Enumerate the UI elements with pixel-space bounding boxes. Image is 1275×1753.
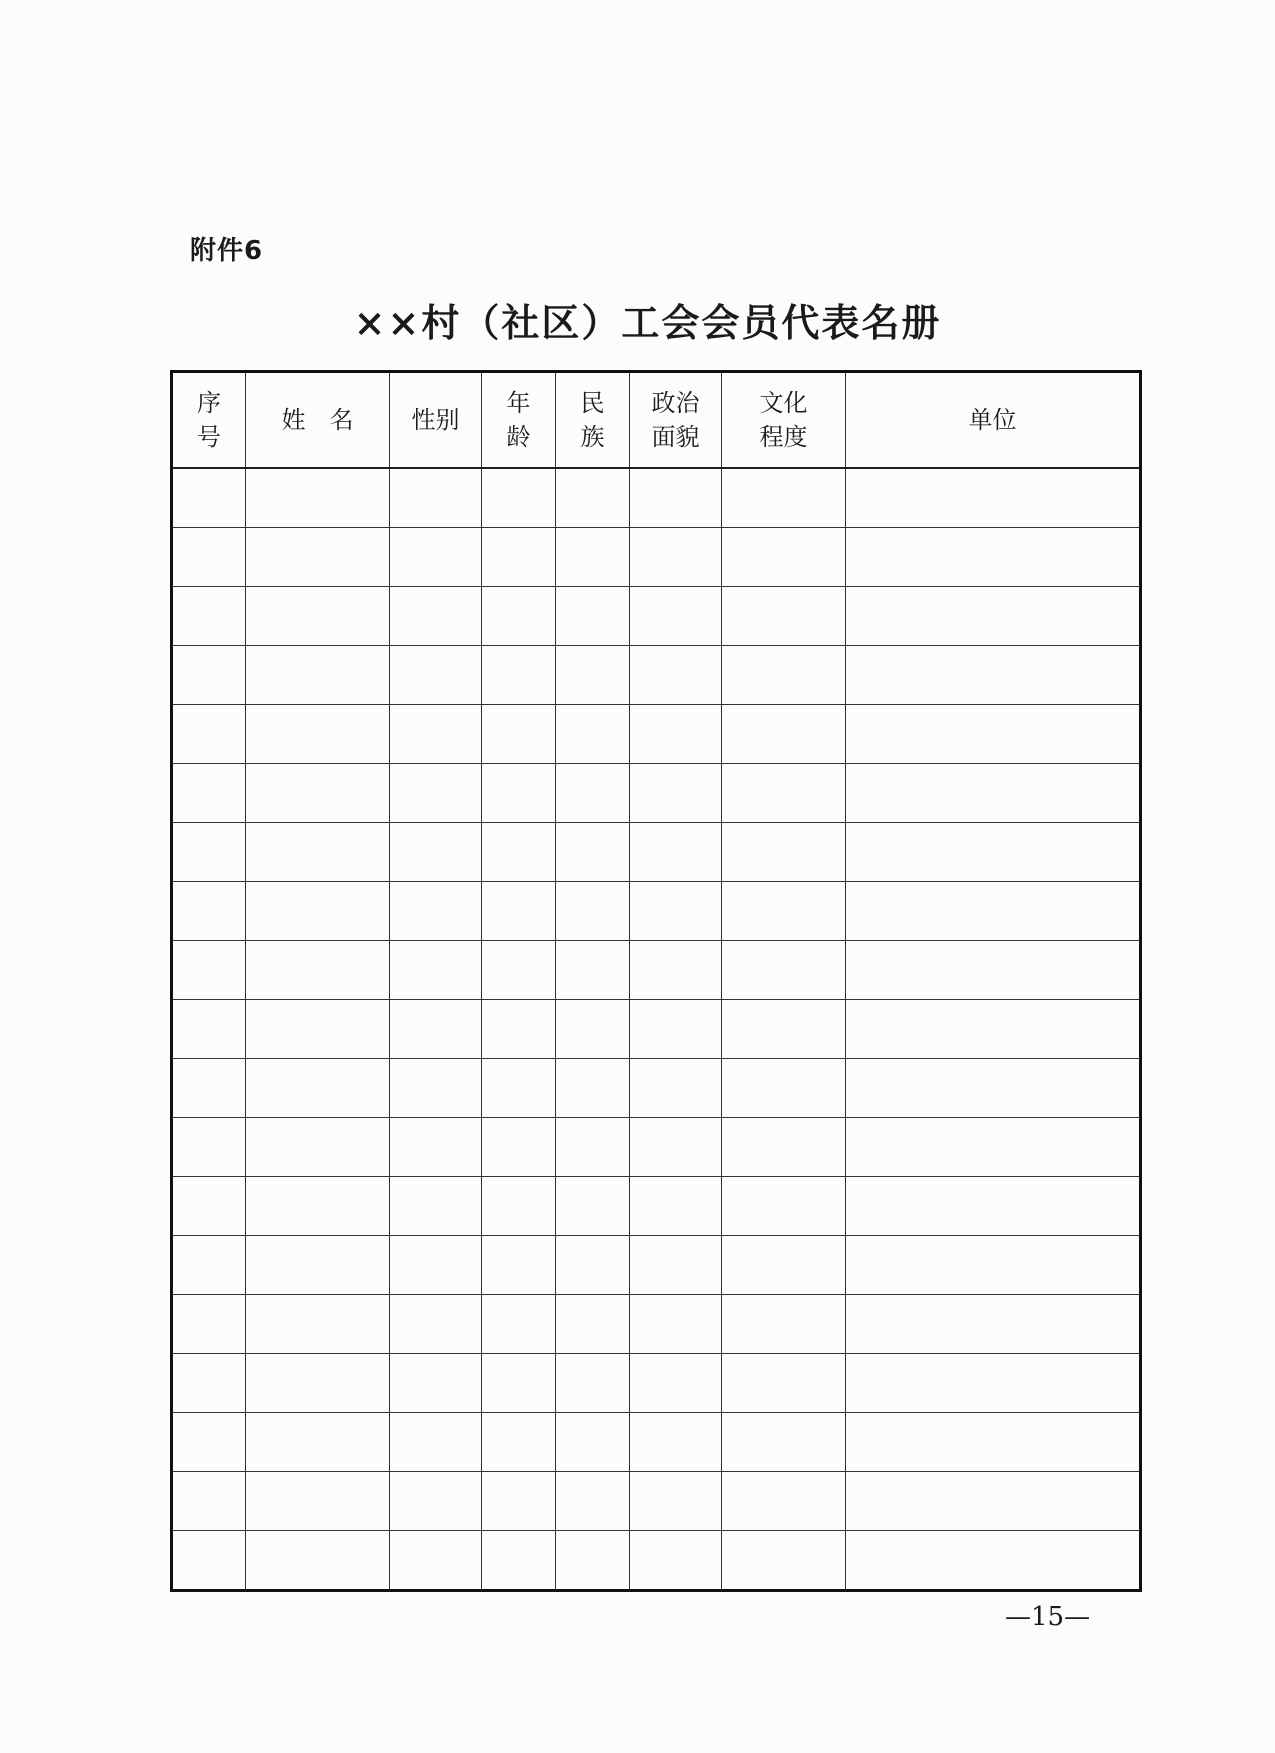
table-cell [172, 646, 246, 705]
table-cell [172, 1472, 246, 1531]
table-cell [246, 941, 390, 1000]
table-cell [172, 1295, 246, 1354]
table-row [172, 1236, 1141, 1295]
table-cell [246, 468, 390, 528]
table-cell [630, 1177, 722, 1236]
table-cell [246, 882, 390, 941]
table-cell [630, 1413, 722, 1472]
table-cell [172, 528, 246, 587]
table-cell [172, 1236, 246, 1295]
table-cell [246, 528, 390, 587]
member-register-table [170, 370, 1142, 1592]
table-cell [390, 1531, 482, 1591]
table-cell [390, 1354, 482, 1413]
table-cell [630, 1472, 722, 1531]
page-title: ××村（社区）工会会员代表名册 [353, 300, 942, 345]
table-cell [390, 468, 482, 528]
table-cell [482, 587, 556, 646]
table-cell [172, 1413, 246, 1472]
table-cell [630, 882, 722, 941]
table-cell [482, 941, 556, 1000]
attachment-label: 附件6 [190, 236, 264, 266]
table-cell [172, 823, 246, 882]
header-cell-education: 文化 程度 [722, 372, 846, 469]
table-row [172, 705, 1141, 764]
table-cell [246, 1177, 390, 1236]
header-cell-political-status: 政治 面貌 [630, 372, 722, 469]
table-cell [246, 1295, 390, 1354]
table-cell [846, 1472, 1141, 1531]
table-cell [556, 528, 630, 587]
table-cell [556, 1118, 630, 1177]
table-cell [722, 1295, 846, 1354]
table-cell [846, 823, 1141, 882]
table-row [172, 1118, 1141, 1177]
table-cell [556, 1295, 630, 1354]
table-cell [246, 705, 390, 764]
table-cell [630, 1118, 722, 1177]
table-cell [482, 823, 556, 882]
table-row [172, 1472, 1141, 1531]
table-cell [630, 764, 722, 823]
table-cell [482, 1295, 556, 1354]
table-cell [390, 1118, 482, 1177]
table-cell [630, 941, 722, 1000]
table-cell [630, 528, 722, 587]
table-cell [390, 646, 482, 705]
table-cell [846, 1236, 1141, 1295]
table-cell [556, 1059, 630, 1118]
table-cell [630, 705, 722, 764]
table-cell [846, 705, 1141, 764]
table-cell [172, 1059, 246, 1118]
table-cell [482, 1000, 556, 1059]
table-cell [722, 1531, 846, 1591]
table-cell [846, 1059, 1141, 1118]
table-row [172, 646, 1141, 705]
table-row [172, 587, 1141, 646]
table-cell [630, 823, 722, 882]
table-row [172, 1000, 1141, 1059]
table-row [172, 1177, 1141, 1236]
table-cell [846, 1531, 1141, 1591]
table-cell [556, 587, 630, 646]
header-cell-unit: 单位 [846, 372, 1141, 469]
table-cell [390, 1177, 482, 1236]
table-cell [246, 1531, 390, 1591]
header-cell-age: 年 龄 [482, 372, 556, 469]
table-cell [482, 1177, 556, 1236]
table-cell [556, 468, 630, 528]
table-cell [172, 705, 246, 764]
table-cell [556, 1177, 630, 1236]
table-cell [246, 1000, 390, 1059]
table-cell [846, 764, 1141, 823]
table-cell [846, 1354, 1141, 1413]
table-cell [630, 1059, 722, 1118]
table-cell [630, 1531, 722, 1591]
table-cell [846, 646, 1141, 705]
table-cell [556, 1472, 630, 1531]
table-cell [846, 468, 1141, 528]
table-cell [246, 1236, 390, 1295]
table-cell [846, 1295, 1141, 1354]
table-cell [172, 587, 246, 646]
table-row [172, 1059, 1141, 1118]
table-cell [846, 587, 1141, 646]
table-cell [172, 764, 246, 823]
table-cell [390, 705, 482, 764]
table-cell [630, 587, 722, 646]
table-cell [390, 823, 482, 882]
table-cell [482, 468, 556, 528]
table-cell [246, 646, 390, 705]
table-cell [246, 1472, 390, 1531]
table-cell [172, 882, 246, 941]
table-cell [556, 941, 630, 1000]
table-cell [246, 587, 390, 646]
table-cell [482, 1059, 556, 1118]
table-cell [482, 1413, 556, 1472]
table-cell [246, 764, 390, 823]
table-cell [846, 882, 1141, 941]
table-cell [722, 941, 846, 1000]
table-cell [482, 646, 556, 705]
table-cell [722, 587, 846, 646]
table-row [172, 882, 1141, 941]
table-cell [630, 646, 722, 705]
table-cell [172, 468, 246, 528]
table-cell [722, 1354, 846, 1413]
table-cell [172, 941, 246, 1000]
table-cell [846, 528, 1141, 587]
header-row [172, 372, 1141, 469]
table-cell [846, 941, 1141, 1000]
table-body [172, 468, 1141, 1591]
table-cell [390, 764, 482, 823]
table-cell [390, 1059, 482, 1118]
table-cell [722, 1177, 846, 1236]
table-cell [482, 1354, 556, 1413]
table-cell [172, 1177, 246, 1236]
table-row [172, 1413, 1141, 1472]
table-cell [556, 1000, 630, 1059]
table-cell [390, 528, 482, 587]
table-row [172, 764, 1141, 823]
table-cell [722, 1472, 846, 1531]
table-cell [172, 1531, 246, 1591]
table-row [172, 823, 1141, 882]
table-row [172, 528, 1141, 587]
table-cell [482, 1236, 556, 1295]
table-row [172, 941, 1141, 1000]
table-cell [722, 705, 846, 764]
table-cell [556, 705, 630, 764]
table-cell [172, 1000, 246, 1059]
table-cell [246, 1059, 390, 1118]
table-cell [482, 528, 556, 587]
table-cell [846, 1118, 1141, 1177]
table-row [172, 1295, 1141, 1354]
table-cell [630, 1354, 722, 1413]
table-cell [482, 705, 556, 764]
table-cell [390, 941, 482, 1000]
table-cell [556, 1413, 630, 1472]
table-cell [556, 823, 630, 882]
table-cell [246, 1118, 390, 1177]
table-cell [556, 1354, 630, 1413]
table-row [172, 1354, 1141, 1413]
table-cell [722, 1413, 846, 1472]
table-cell [722, 764, 846, 823]
table-row [172, 468, 1141, 528]
table-cell [482, 1118, 556, 1177]
table-cell [246, 1354, 390, 1413]
table-cell [390, 587, 482, 646]
header-cell-index: 序 号 [172, 372, 246, 469]
table-cell [630, 1236, 722, 1295]
header-cell-gender: 性别 [390, 372, 482, 469]
table-cell [172, 1354, 246, 1413]
table-cell [722, 823, 846, 882]
table-cell [482, 1531, 556, 1591]
table-cell [390, 1472, 482, 1531]
page-number: —15— [1005, 1602, 1091, 1632]
table-cell [482, 764, 556, 823]
table-cell [630, 1295, 722, 1354]
table-cell [556, 764, 630, 823]
table-cell [722, 1059, 846, 1118]
table-cell [630, 468, 722, 528]
table-cell [556, 646, 630, 705]
header-cell-name: 姓 名 [246, 372, 390, 469]
table-cell [846, 1177, 1141, 1236]
table-cell [722, 1236, 846, 1295]
table-row [172, 1531, 1141, 1591]
table-cell [556, 1531, 630, 1591]
table-cell [722, 882, 846, 941]
table-cell [722, 1000, 846, 1059]
table-cell [390, 1000, 482, 1059]
table-cell [482, 1472, 556, 1531]
table-cell [390, 1236, 482, 1295]
header-cell-ethnicity: 民 族 [556, 372, 630, 469]
table-cell [630, 1000, 722, 1059]
table-cell [172, 1118, 246, 1177]
table-cell [246, 823, 390, 882]
table-cell [390, 1295, 482, 1354]
table-cell [846, 1413, 1141, 1472]
table-cell [846, 1000, 1141, 1059]
table-cell [390, 1413, 482, 1472]
table-cell [556, 1236, 630, 1295]
table-cell [722, 528, 846, 587]
table-cell [556, 882, 630, 941]
table-cell [246, 1413, 390, 1472]
table-cell [722, 468, 846, 528]
table-cell [722, 1118, 846, 1177]
table-cell [482, 882, 556, 941]
table-cell [390, 882, 482, 941]
table-cell [722, 646, 846, 705]
